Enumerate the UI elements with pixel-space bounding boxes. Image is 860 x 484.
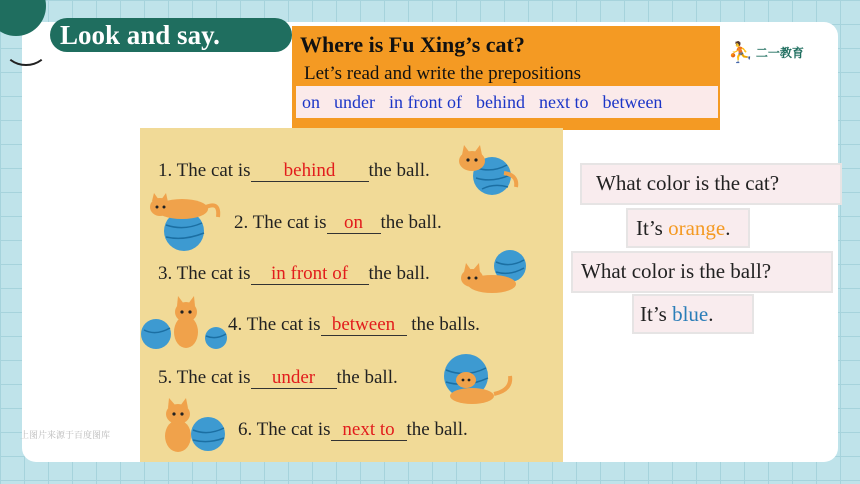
sentence-3 <box>158 263 430 285</box>
sentence-2 <box>234 212 442 234</box>
instruction-text: Let’s read and write the prepositions <box>304 63 582 84</box>
answer-text: It’s <box>640 302 673 326</box>
cat-between-balls-image <box>140 296 230 354</box>
sentence-text: the ball. <box>406 419 468 440</box>
image-credit-note: 上图片来源于百度图库 <box>20 431 111 441</box>
cat-on-ball-image <box>146 193 224 253</box>
answer-ball-color <box>632 294 754 334</box>
preposition-word: on <box>302 91 320 112</box>
answer-color-word: blue <box>672 302 709 326</box>
answer-blank: in front of <box>251 264 369 285</box>
cat-behind-ball-image <box>452 143 522 198</box>
answer-blank: on <box>327 213 381 234</box>
answer-blank: next to <box>331 420 407 441</box>
preposition-word-bank <box>296 86 718 118</box>
sentence-text: 5. The cat is <box>158 367 251 388</box>
answer-blank: behind <box>251 161 369 182</box>
question-text: Where is Fu Xing’s cat? <box>300 32 525 57</box>
sentence-5 <box>158 367 398 389</box>
logo-text: 二一教育 <box>755 45 804 60</box>
preposition-word: between <box>602 91 663 112</box>
preposition-word: under <box>334 91 375 112</box>
preposition-word: next to <box>538 91 589 112</box>
answer-cat-color <box>626 208 750 248</box>
sentence-text: the balls. <box>406 314 480 335</box>
answer-text: It’s <box>636 216 669 240</box>
logo <box>728 40 804 64</box>
sentence-text: the ball. <box>380 212 442 233</box>
sentence-text: the ball. <box>336 367 398 388</box>
preposition-word: in front of <box>388 91 462 112</box>
answer-blank: under <box>251 368 337 389</box>
sentence-text: the ball. <box>368 263 430 284</box>
preposition-word: behind <box>475 91 525 112</box>
cat-next-to-ball-image <box>156 396 228 456</box>
sentence-text: 4. The cat is <box>228 314 321 335</box>
question-cat-color: What color is the cat? <box>580 163 842 205</box>
sentence-text: 2. The cat is <box>234 212 327 233</box>
question-ball-color: What color is the ball? <box>571 251 833 293</box>
decorative-arc <box>4 32 48 66</box>
sentence-6 <box>238 419 468 441</box>
answer-text: . <box>725 216 731 240</box>
sentence-text: 1. The cat is <box>158 160 251 181</box>
sentence-text: the ball. <box>368 160 430 181</box>
slide-title: Look and say. <box>50 18 292 52</box>
cat-in-front-of-ball-image <box>458 246 532 301</box>
runner-icon: ⛹ <box>728 40 753 64</box>
answer-blank: between <box>321 315 407 336</box>
sentence-text: 6. The cat is <box>238 419 331 440</box>
answer-color-word: orange <box>668 216 726 240</box>
sentence-1 <box>158 160 430 182</box>
sentence-text: 3. The cat is <box>158 263 251 284</box>
question-box <box>292 26 720 130</box>
cat-under-ball-image <box>436 350 516 408</box>
answer-text: . <box>708 302 714 326</box>
sentence-4 <box>228 314 480 336</box>
